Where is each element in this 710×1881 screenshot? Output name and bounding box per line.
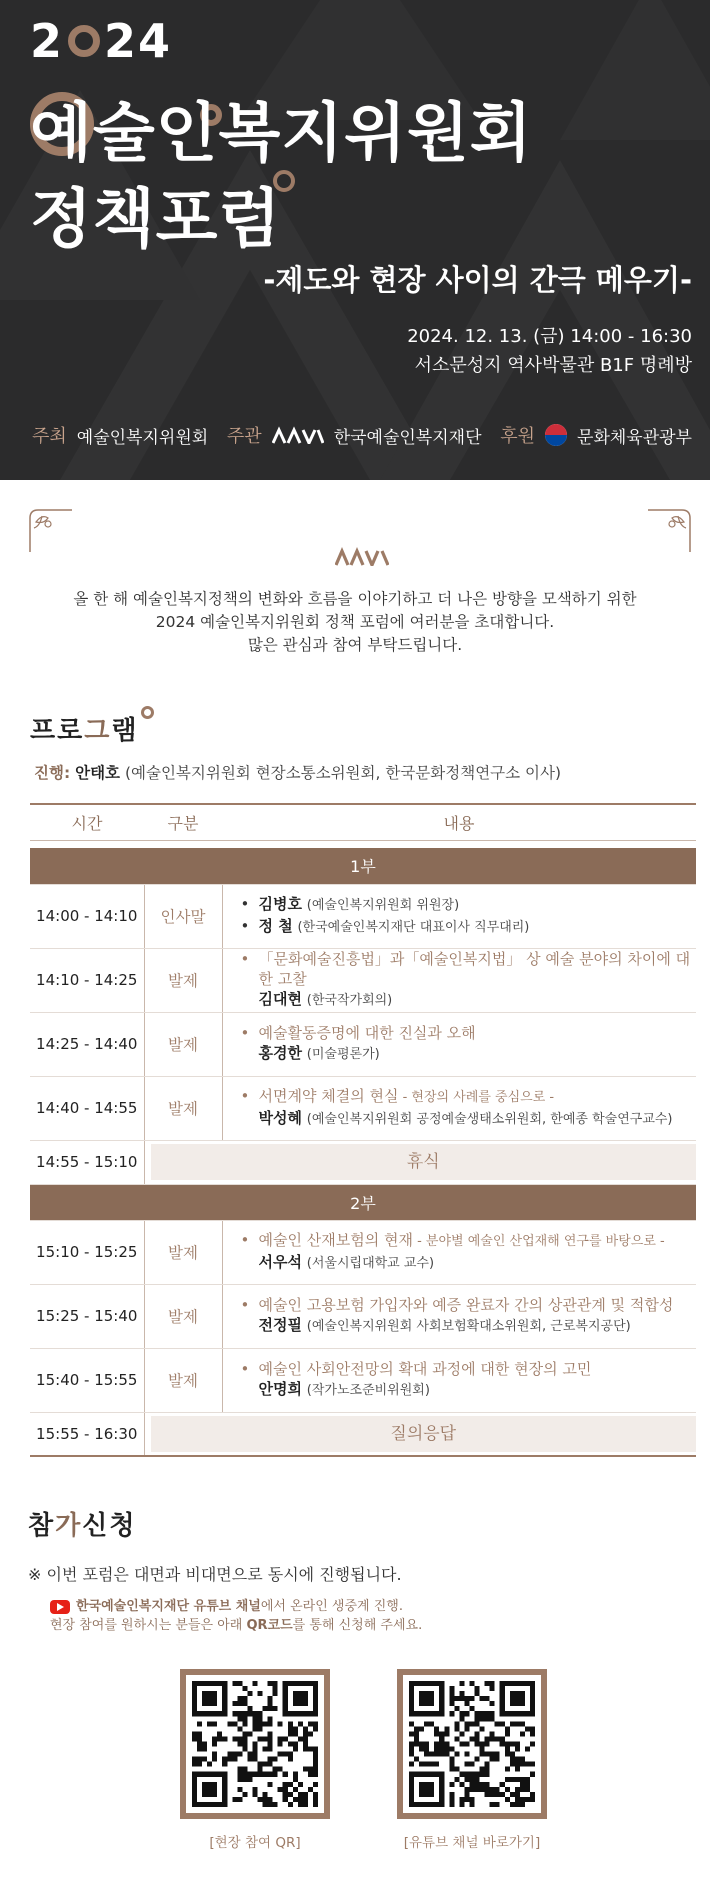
title-line-1: 예술인복지위원회: [30, 97, 533, 171]
row-time: 14:40 - 14:55: [30, 1076, 144, 1140]
speaker-affiliation: (미술평론가): [306, 1047, 380, 1062]
program-title-part: 그: [84, 716, 112, 746]
qr-code-icon: [409, 1681, 535, 1807]
row-time: 15:55 - 16:30: [30, 1412, 144, 1456]
presentation-item: [241, 949, 697, 1011]
title-ring-decoration: [141, 706, 154, 719]
registration-title-part: 참: [28, 1511, 56, 1541]
table-row: [30, 948, 696, 1012]
speaker-name: 서우석: [258, 1253, 302, 1271]
row-content: [222, 948, 696, 1012]
table-row-qna: [30, 1412, 696, 1456]
year-digits-right: 24: [104, 14, 173, 68]
registration-title-part: 가: [55, 1511, 83, 1541]
presentation-item: [241, 1359, 697, 1401]
program-section: [0, 710, 710, 1457]
part-1-label: 1부: [30, 848, 696, 884]
speaker-affiliation: (작가노조준비위원회): [306, 1383, 430, 1398]
presentation-topic: • 예술인 사회안전망의 확대 과정에 대한 현장의 고민: [258, 1360, 592, 1378]
table-row: [30, 1284, 696, 1348]
moderator-name: 안태호: [75, 764, 121, 782]
onsite-registration-qr[interactable]: [180, 1669, 330, 1819]
moderator-affiliation: (예술인복지위원회 현장소통소위원회, 한국문화정책연구소 이사): [124, 764, 562, 782]
kawf-logo-icon: [335, 546, 389, 566]
speaker-affiliation: (한국작가회의): [306, 993, 393, 1008]
speaker-name: 김병호: [258, 895, 302, 913]
speaker-affiliation: (한국예술인복지재단 대표이사 직무대리): [297, 920, 530, 935]
registration-detail: [50, 1597, 682, 1635]
presentation-item: [241, 1230, 697, 1274]
table-row: [30, 1012, 696, 1076]
corner-ornament-icon: [646, 508, 692, 554]
part-1-bar: [30, 848, 696, 884]
kawf-logo-icon: [272, 426, 324, 444]
presentation-topic: • 예술활동증명에 대한 진실과 오해: [258, 1024, 476, 1042]
youtube-channel-qr[interactable]: [397, 1669, 547, 1819]
speaker-affiliation: (예술인복지위원회 사회보험확대소위원회, 근로복지공단): [306, 1319, 631, 1334]
presentation-subtopic: - 현장의 사례를 중심으로 -: [398, 1090, 555, 1105]
speaker-affiliation: (예술인복지위원회 위원장): [306, 898, 460, 913]
event-venue: 서소문성지 역사박물관 B1F 명례방: [414, 355, 692, 376]
intro-section: [0, 480, 710, 710]
row-content: [222, 884, 696, 948]
row-kind: 발제: [144, 1012, 222, 1076]
qr-code-text: QR코드: [246, 1618, 293, 1633]
presentation-topic: • 예술인 고용보험 가입자와 예증 완료자 간의 상관관계 및 적합성: [258, 1296, 674, 1314]
program-title-part: 램: [111, 716, 139, 746]
event-year: [30, 14, 172, 68]
table-row-break: [30, 1140, 696, 1184]
speaker-name: 전정필: [258, 1316, 302, 1334]
row-time: 14:55 - 15:10: [30, 1140, 144, 1184]
row-content: [222, 1220, 696, 1284]
registration-title-part: 신청: [82, 1511, 137, 1541]
row-time: 14:00 - 14:10: [30, 884, 144, 948]
sponsor-role: 후원: [500, 426, 536, 447]
youtube-qr-label: [유튜브 채널 바로가기]: [403, 1835, 541, 1851]
row-time: 15:10 - 15:25: [30, 1220, 144, 1284]
corner-ornament-icon: [28, 508, 74, 554]
row-content: [222, 1012, 696, 1076]
youtube-channel-link[interactable]: 한국예술인복지재단 유튜브 채널: [76, 1599, 261, 1614]
program-title: [30, 710, 138, 747]
row-kind: 발제: [144, 1076, 222, 1140]
speaker-affiliation: (서울시립대학교 교수): [306, 1256, 435, 1271]
row-time: 14:25 - 14:40: [30, 1012, 144, 1076]
organizer-info: [227, 422, 482, 448]
host-name: 예술인복지위원회: [76, 427, 209, 448]
moderator-line: [34, 761, 680, 783]
presentation-subtopic: - 분야별 예술인 산업재해 연구를 바탕으로 -: [412, 1234, 665, 1249]
registration-section: [0, 1457, 710, 1859]
speaker-name: 김대현: [258, 990, 302, 1008]
row-kind: 발제: [144, 1284, 222, 1348]
registration-title: [28, 1505, 136, 1542]
organizer-row: [32, 422, 692, 448]
livestream-text: 에서 온라인 생중계 진행.: [260, 1599, 403, 1614]
invitation-line: 2024 예술인복지위원회 정책 포럼에 여러분을 초대합니다.: [155, 613, 555, 631]
host-info: [32, 422, 208, 448]
moderator-label: 진행:: [34, 764, 71, 782]
break-cell: [144, 1140, 696, 1184]
invitation-line: 많은 관심과 참여 부탁드립니다.: [247, 636, 463, 654]
header-content: 내용: [222, 804, 696, 840]
year-zero-ring: [68, 25, 100, 57]
taegeuk-emblem-icon: [545, 424, 567, 446]
presentation-item: [241, 1023, 697, 1065]
presentation-item: [241, 1295, 697, 1337]
table-header-row: [30, 804, 696, 840]
row-kind: 인사말: [144, 884, 222, 948]
organizer-name: 한국예술인복지재단: [333, 427, 482, 448]
invitation-line: 올 한 해 예술인복지정책의 변화와 흐름을 이야기하고 더 나은 방향을 모색하기 위한: [73, 590, 637, 608]
event-datetime: 2024. 12. 13. (금) 14:00 - 16:30: [407, 326, 692, 347]
onsite-text: 현장 참여를 원하시는 분들은 아래: [50, 1618, 247, 1633]
speaker-item: [241, 894, 697, 916]
part-2-bar: [30, 1184, 696, 1220]
qr-code-icon: [192, 1681, 318, 1807]
organizer-role: 주관: [226, 426, 262, 447]
invitation-text: [0, 588, 710, 657]
host-role: 주최: [32, 426, 67, 447]
row-kind: 발제: [144, 1348, 222, 1412]
row-kind: 발제: [144, 948, 222, 1012]
speaker-name: 정 철: [258, 917, 293, 935]
title-ring-decoration-tiny: [273, 170, 295, 192]
table-row: [30, 884, 696, 948]
sponsor-info: [500, 422, 692, 448]
qna-label: 질의응답: [151, 1416, 697, 1452]
year-digit-left: 2: [30, 14, 65, 68]
header-kind: 구분: [144, 804, 222, 840]
row-content: [222, 1348, 696, 1412]
program-table: [30, 803, 696, 1457]
speaker-item: [241, 916, 697, 938]
row-time: 15:25 - 15:40: [30, 1284, 144, 1348]
presentation-topic: 서면계약 체결의 현실: [258, 1087, 399, 1105]
table-row: [30, 1220, 696, 1284]
table-row: [30, 1348, 696, 1412]
row-content: [222, 1076, 696, 1140]
speaker-name: 홍경한: [258, 1044, 302, 1062]
onsite-qr-label: [현장 참여 QR]: [209, 1835, 301, 1851]
speaker-affiliation: (예술인복지위원회 공정예술생태소위원회, 한예종 학술연구교수): [306, 1112, 673, 1127]
onsite-text-end: 를 통해 신청해 주세요.: [292, 1618, 423, 1633]
table-row: [30, 1076, 696, 1140]
qna-cell: [144, 1412, 696, 1456]
part-2-label: 2부: [30, 1184, 696, 1220]
event-subtitle: -제도와 현장 사이의 간극 메우기-: [263, 263, 692, 297]
row-time: 15:40 - 15:55: [30, 1348, 144, 1412]
row-kind: 발제: [144, 1220, 222, 1284]
sponsor-name: 문화체육관광부: [577, 427, 692, 448]
youtube-icon: [50, 1600, 70, 1614]
row-content: [222, 1284, 696, 1348]
qr-codes: [28, 1669, 682, 1859]
presentation-topic: 예술인 산재보험의 현재: [258, 1231, 413, 1249]
speaker-name: 안명희: [258, 1380, 302, 1398]
presentation-topic: • 「문화예술진흥법」과「예술인복지법」 상 예술 분야의 차이에 대한 고찰: [258, 950, 691, 988]
speaker-name: 박성혜: [258, 1109, 302, 1127]
program-title-part: 프로: [30, 716, 85, 746]
title-line-2: 정책포럼: [30, 183, 282, 257]
registration-note: ※ 이번 포럼은 대면과 비대면으로 동시에 진행됩니다.: [28, 1565, 402, 1584]
break-label: 휴식: [151, 1144, 697, 1180]
presentation-item: [241, 1086, 697, 1130]
row-time: 14:10 - 14:25: [30, 948, 144, 1012]
header-time: 시간: [30, 804, 144, 840]
hero-banner: [0, 0, 710, 480]
